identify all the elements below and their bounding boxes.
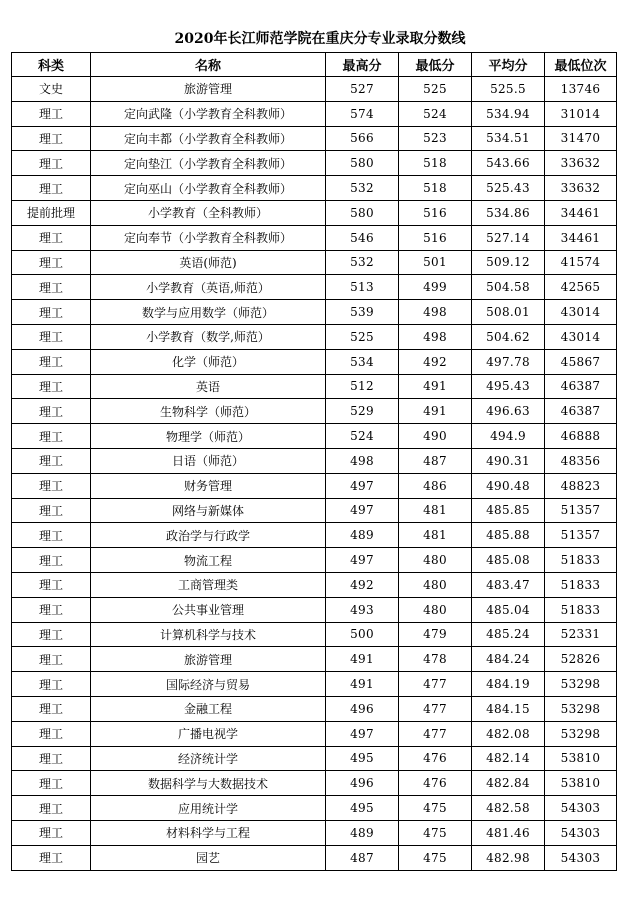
cell-min-rank: 48823 [545,473,617,498]
cell-min-rank: 52331 [545,622,617,647]
table-row [12,548,617,573]
cell-min-rank: 34461 [545,200,617,225]
cell-category: 理工 [12,101,91,126]
cell-category: 理工 [12,746,91,771]
cell-avg-score: 490.48 [472,473,545,498]
cell-max-score: 497 [326,548,399,573]
cell-category: 理工 [12,572,91,597]
cell-min-score: 475 [399,845,472,870]
table-row [12,523,617,548]
cell-category: 理工 [12,771,91,796]
cell-max-score: 512 [326,374,399,399]
cell-min-score: 478 [399,647,472,672]
table-row [12,572,617,597]
cell-min-score: 477 [399,721,472,746]
cell-avg-score: 484.19 [472,672,545,697]
cell-avg-score: 495.43 [472,374,545,399]
cell-avg-score: 484.24 [472,647,545,672]
cell-min-rank: 46387 [545,399,617,424]
cell-avg-score: 481.46 [472,820,545,845]
header-min-score: 最低分 [399,53,472,77]
cell-category: 理工 [12,473,91,498]
cell-category: 理工 [12,399,91,424]
header-max-score: 最高分 [326,53,399,77]
cell-max-score: 566 [326,126,399,151]
table-row [12,771,617,796]
cell-avg-score: 534.51 [472,126,545,151]
table-row [12,300,617,325]
cell-min-score: 491 [399,374,472,399]
cell-major-name: 国际经济与贸易 [91,672,326,697]
cell-major-name: 经济统计学 [91,746,326,771]
table-row [12,200,617,225]
cell-min-rank: 51833 [545,548,617,573]
cell-min-score: 479 [399,622,472,647]
cell-min-rank: 46387 [545,374,617,399]
table-row [12,746,617,771]
cell-major-name: 小学教育（英语,师范） [91,275,326,300]
cell-min-rank: 51833 [545,572,617,597]
cell-min-rank: 51357 [545,498,617,523]
cell-avg-score: 496.63 [472,399,545,424]
cell-avg-score: 504.62 [472,324,545,349]
cell-avg-score: 504.58 [472,275,545,300]
cell-avg-score: 497.78 [472,349,545,374]
cell-max-score: 546 [326,225,399,250]
cell-avg-score: 482.98 [472,845,545,870]
table-row [12,374,617,399]
cell-avg-score: 485.08 [472,548,545,573]
cell-major-name: 英语(师范) [91,250,326,275]
cell-max-score: 489 [326,820,399,845]
cell-min-rank: 43014 [545,324,617,349]
cell-avg-score: 490.31 [472,448,545,473]
cell-min-score: 476 [399,771,472,796]
cell-major-name: 英语 [91,374,326,399]
cell-category: 理工 [12,126,91,151]
cell-major-name: 数据科学与大数据技术 [91,771,326,796]
table-row [12,424,617,449]
cell-category: 理工 [12,622,91,647]
cell-avg-score: 482.84 [472,771,545,796]
cell-category: 理工 [12,647,91,672]
cell-major-name: 园艺 [91,845,326,870]
cell-category: 理工 [12,448,91,473]
cell-category: 文史 [12,77,91,102]
cell-major-name: 生物科学（师范） [91,399,326,424]
cell-min-score: 492 [399,349,472,374]
cell-avg-score: 485.24 [472,622,545,647]
cell-min-rank: 45867 [545,349,617,374]
cell-min-score: 516 [399,225,472,250]
cell-major-name: 定向垫江（小学教育全科教师） [91,151,326,176]
cell-avg-score: 494.9 [472,424,545,449]
cell-avg-score: 525.43 [472,176,545,201]
cell-avg-score: 525.5 [472,77,545,102]
admission-score-table [11,52,617,871]
cell-min-score: 475 [399,796,472,821]
cell-avg-score: 534.94 [472,101,545,126]
cell-min-score: 487 [399,448,472,473]
table-row [12,151,617,176]
cell-category: 理工 [12,176,91,201]
cell-avg-score: 482.14 [472,746,545,771]
cell-min-rank: 54303 [545,796,617,821]
cell-min-score: 486 [399,473,472,498]
cell-min-score: 498 [399,300,472,325]
cell-min-score: 524 [399,101,472,126]
cell-avg-score: 485.85 [472,498,545,523]
cell-min-score: 498 [399,324,472,349]
cell-avg-score: 482.08 [472,721,545,746]
cell-min-score: 491 [399,399,472,424]
cell-category: 理工 [12,672,91,697]
cell-category: 理工 [12,796,91,821]
cell-major-name: 数学与应用数学（师范） [91,300,326,325]
cell-min-rank: 33632 [545,151,617,176]
cell-min-score: 518 [399,176,472,201]
cell-min-score: 516 [399,200,472,225]
cell-category: 提前批理 [12,200,91,225]
cell-major-name: 定向巫山（小学教育全科教师） [91,176,326,201]
cell-major-name: 材料科学与工程 [91,820,326,845]
cell-min-rank: 53810 [545,771,617,796]
cell-min-rank: 48356 [545,448,617,473]
cell-major-name: 物理学（师范） [91,424,326,449]
cell-category: 理工 [12,523,91,548]
cell-major-name: 网络与新媒体 [91,498,326,523]
cell-category: 理工 [12,324,91,349]
cell-min-rank: 41574 [545,250,617,275]
cell-max-score: 524 [326,424,399,449]
cell-major-name: 工商管理类 [91,572,326,597]
table-row [12,126,617,151]
cell-category: 理工 [12,300,91,325]
cell-avg-score: 482.58 [472,796,545,821]
cell-major-name: 日语（师范） [91,448,326,473]
cell-max-score: 497 [326,473,399,498]
cell-avg-score: 483.47 [472,572,545,597]
cell-major-name: 定向奉节（小学教育全科教师） [91,225,326,250]
table-row [12,597,617,622]
cell-max-score: 495 [326,746,399,771]
cell-min-score: 523 [399,126,472,151]
cell-major-name: 小学教育（全科教师） [91,200,326,225]
table-row [12,672,617,697]
table-row [12,176,617,201]
cell-min-rank: 46888 [545,424,617,449]
cell-max-score: 527 [326,77,399,102]
cell-min-score: 476 [399,746,472,771]
cell-min-rank: 34461 [545,225,617,250]
cell-avg-score: 484.15 [472,696,545,721]
cell-min-rank: 13746 [545,77,617,102]
cell-min-score: 481 [399,523,472,548]
page-title: 2020年长江师范学院在重庆分专业录取分数线 [174,31,466,47]
cell-max-score: 495 [326,796,399,821]
cell-max-score: 489 [326,523,399,548]
cell-max-score: 493 [326,597,399,622]
cell-major-name: 定向武隆（小学教育全科教师） [91,101,326,126]
table-row [12,77,617,102]
cell-avg-score: 509.12 [472,250,545,275]
cell-min-score: 525 [399,77,472,102]
cell-min-rank: 42565 [545,275,617,300]
cell-min-rank: 53810 [545,746,617,771]
cell-min-rank: 51833 [545,597,617,622]
cell-max-score: 580 [326,151,399,176]
cell-avg-score: 485.88 [472,523,545,548]
cell-max-score: 498 [326,448,399,473]
cell-max-score: 497 [326,498,399,523]
table-row [12,250,617,275]
cell-max-score: 580 [326,200,399,225]
header-major-name: 名称 [91,53,326,77]
cell-major-name: 计算机科学与技术 [91,622,326,647]
cell-min-score: 501 [399,250,472,275]
cell-category: 理工 [12,151,91,176]
cell-max-score: 513 [326,275,399,300]
cell-min-rank: 43014 [545,300,617,325]
table-header-row [12,53,617,77]
table-row [12,796,617,821]
cell-avg-score: 534.86 [472,200,545,225]
cell-min-rank: 54303 [545,845,617,870]
cell-min-rank: 33632 [545,176,617,201]
table-row [12,696,617,721]
cell-min-rank: 51357 [545,523,617,548]
cell-max-score: 532 [326,250,399,275]
cell-min-score: 499 [399,275,472,300]
cell-avg-score: 543.66 [472,151,545,176]
cell-max-score: 492 [326,572,399,597]
table-row [12,101,617,126]
cell-major-name: 旅游管理 [91,647,326,672]
cell-avg-score: 527.14 [472,225,545,250]
cell-category: 理工 [12,424,91,449]
header-min-rank: 最低位次 [545,53,617,77]
cell-max-score: 525 [326,324,399,349]
header-category: 科类 [12,53,91,77]
table-row [12,324,617,349]
cell-max-score: 491 [326,647,399,672]
cell-min-score: 518 [399,151,472,176]
cell-max-score: 574 [326,101,399,126]
cell-category: 理工 [12,225,91,250]
cell-min-score: 480 [399,597,472,622]
cell-min-rank: 53298 [545,696,617,721]
cell-min-score: 477 [399,696,472,721]
table-row [12,498,617,523]
cell-max-score: 487 [326,845,399,870]
cell-max-score: 539 [326,300,399,325]
cell-major-name: 化学（师范） [91,349,326,374]
cell-category: 理工 [12,498,91,523]
cell-category: 理工 [12,696,91,721]
table-row [12,399,617,424]
cell-max-score: 532 [326,176,399,201]
cell-min-score: 480 [399,548,472,573]
table-row [12,721,617,746]
cell-major-name: 财务管理 [91,473,326,498]
cell-max-score: 529 [326,399,399,424]
cell-min-rank: 31470 [545,126,617,151]
cell-min-score: 477 [399,672,472,697]
table-row [12,225,617,250]
cell-max-score: 496 [326,771,399,796]
cell-major-name: 小学教育（数学,师范） [91,324,326,349]
cell-category: 理工 [12,349,91,374]
table-row [12,349,617,374]
cell-min-rank: 31014 [545,101,617,126]
cell-min-rank: 53298 [545,721,617,746]
cell-max-score: 496 [326,696,399,721]
cell-min-score: 480 [399,572,472,597]
cell-major-name: 旅游管理 [91,77,326,102]
cell-max-score: 534 [326,349,399,374]
cell-major-name: 应用统计学 [91,796,326,821]
cell-min-rank: 53298 [545,672,617,697]
table-row [12,647,617,672]
cell-category: 理工 [12,597,91,622]
header-avg-score: 平均分 [472,53,545,77]
cell-max-score: 497 [326,721,399,746]
cell-avg-score: 485.04 [472,597,545,622]
cell-min-score: 481 [399,498,472,523]
cell-major-name: 广播电视学 [91,721,326,746]
cell-category: 理工 [12,250,91,275]
table-row [12,845,617,870]
cell-major-name: 公共事业管理 [91,597,326,622]
cell-major-name: 政治学与行政学 [91,523,326,548]
cell-major-name: 定向丰都（小学教育全科教师） [91,126,326,151]
cell-max-score: 491 [326,672,399,697]
cell-max-score: 500 [326,622,399,647]
cell-category: 理工 [12,820,91,845]
cell-min-rank: 54303 [545,820,617,845]
table-row [12,820,617,845]
table-row [12,275,617,300]
cell-min-score: 490 [399,424,472,449]
cell-category: 理工 [12,275,91,300]
table-row [12,622,617,647]
cell-major-name: 物流工程 [91,548,326,573]
table-row [12,473,617,498]
cell-category: 理工 [12,374,91,399]
cell-min-score: 475 [399,820,472,845]
cell-avg-score: 508.01 [472,300,545,325]
cell-min-rank: 52826 [545,647,617,672]
cell-major-name: 金融工程 [91,696,326,721]
table-row [12,448,617,473]
cell-category: 理工 [12,548,91,573]
cell-category: 理工 [12,845,91,870]
cell-category: 理工 [12,721,91,746]
